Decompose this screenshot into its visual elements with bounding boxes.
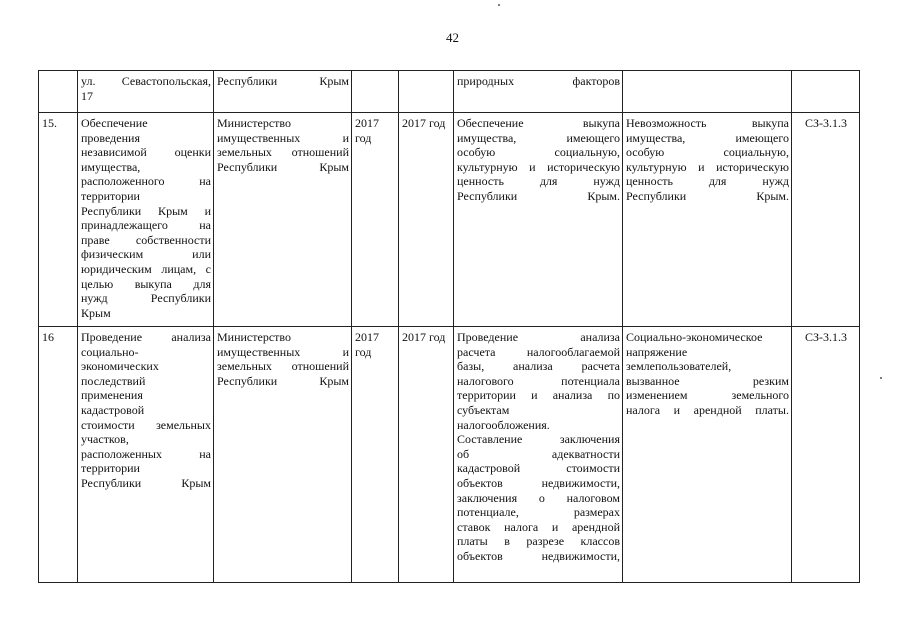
consequences-line: Республики Крым. [626,188,789,203]
measure-name-line: Обеспечение [81,116,148,130]
measure-name-line: принадлежащего на [81,218,211,233]
scan-speck [880,377,882,379]
responsible-executor-line: Республики Крым [217,373,349,388]
responsible-executor-line: имущественных и [217,344,349,359]
row-number: 15. [39,113,78,327]
consequences [623,113,792,327]
expected-result-line: Составление заключения [457,432,620,447]
responsible-executor-line: Республики Крым [217,159,349,174]
row-number [39,71,78,113]
expected-result-line: налогового потенциала [457,373,620,388]
indicator-code [792,71,860,113]
scan-speck [498,4,500,6]
measure-name-line: расположенных на [81,446,211,461]
measure-name-line: нужд Республики [81,291,211,306]
expected-result-line: культурную и историческую [457,159,620,174]
consequences-line: Социально-экономическое [626,330,763,344]
consequences-line: вызванное резким [626,373,789,388]
expected-result-line: ценность для нужд [457,174,620,189]
document-table [38,70,860,583]
expected-result [454,327,623,583]
responsible-executor [214,113,352,327]
responsible-executor-line: земельных отношений [217,145,349,160]
consequences-line: культурную и историческую [626,159,789,174]
measure-name-line: стоимости земельных [81,417,211,432]
measure-name-line: целью выкупа для [81,276,211,291]
measure-name-line: последствий [81,373,146,388]
responsible-executor-line: имущественных и [217,130,349,145]
year-end: 2017 год [399,327,454,583]
measure-name-line: независимой оценки [81,145,211,160]
indicator-code: СЗ-3.1.3 [792,113,860,327]
measure-name-line: Крым [81,305,111,320]
measure-name [78,327,214,583]
expected-result-line: ставок налога и арендной [457,519,620,534]
consequences-line: Невозможность выкупа [626,116,789,130]
table-row [39,71,860,113]
responsible-executor-line: земельных отношений [217,359,349,374]
responsible-executor-line: Министерство [217,330,291,344]
consequences-line: имущества, имеющего [626,130,789,145]
year-start: 2017 год [352,113,399,327]
measure-name-line: Республики Крым и [81,203,211,218]
expected-result-line: налогообложения. [457,417,550,432]
measure-name-line: территории [81,188,140,203]
measure-name-line: применения [81,388,143,403]
expected-result-line: природных факторов [457,74,620,88]
expected-result-line: особую социальную, [457,145,620,160]
year-end [399,71,454,113]
expected-result-line: территории и анализа по [457,388,620,403]
year-start [352,71,399,113]
expected-result-line: потенциале, размерах [457,505,620,520]
measure-name-line: социально- [81,344,139,359]
expected-result-line: субъектам [457,402,510,417]
year-start: 2017 год [352,327,399,583]
expected-result-line: кадастровой стоимости [457,461,620,476]
expected-result [454,71,623,113]
table-body [39,71,860,583]
measure-name-line: ул. Севастопольская, [81,74,211,88]
table-row [39,113,860,327]
responsible-executor-line: Министерство [217,116,291,130]
measure-name-line: проведения [81,130,140,145]
measure-name [78,71,214,113]
expected-result-line: платы в разрезе классов [457,534,620,549]
row-number: 16 [39,327,78,583]
expected-result-line: объектов недвижимости, [457,548,620,563]
consequences [623,71,792,113]
consequences [623,327,792,583]
measure-name-line: праве собственности [81,232,211,247]
expected-result [454,113,623,327]
page-number: 42 [446,30,459,45]
measure-name-line: имущества, [81,159,141,174]
expected-result-line: объектов недвижимости, [457,475,620,490]
responsible-executor [214,71,352,113]
consequences-line: землепользователей, [626,359,732,374]
expected-result-line: заключения о налоговом [457,490,620,505]
consequences-line: особую социальную, [626,145,789,160]
consequences-line: налога и арендной платы. [626,402,789,417]
consequences-line: ценность для нужд [626,174,789,189]
measure-name-line: расположенного на [81,174,211,189]
measure-name-line: Проведение анализа [81,330,211,344]
measure-name-line: экономических [81,359,159,374]
expected-result-line: базы, анализа расчета [457,359,620,374]
measure-name [78,113,214,327]
expected-result-line: Проведение анализа [457,330,620,344]
measure-name-line: физическим или [81,247,211,262]
expected-result-line: имущества, имеющего [457,130,620,145]
consequences-line: напряжение [626,344,688,359]
indicator-code: СЗ-3.1.3 [792,327,860,583]
responsible-executor-line: Республики Крым [217,74,349,88]
measure-name-line: юридическим лицам, с [81,261,211,276]
expected-result-line: Республики Крым. [457,188,620,203]
expected-result-line: расчета налогооблагаемой [457,344,620,359]
measure-name-line: 17 [81,88,93,103]
measure-name-line: участков, [81,432,129,447]
table-row [39,327,860,583]
responsible-executor [214,327,352,583]
measure-name-line: кадастровой [81,402,145,417]
expected-result-line: об адекватности [457,446,620,461]
expected-result-line: Обеспечение выкупа [457,116,620,130]
measure-name-line: Республики Крым [81,475,211,490]
measure-name-line: территории [81,461,140,476]
consequences-line: изменением земельного [626,388,789,403]
year-end: 2017 год [399,113,454,327]
